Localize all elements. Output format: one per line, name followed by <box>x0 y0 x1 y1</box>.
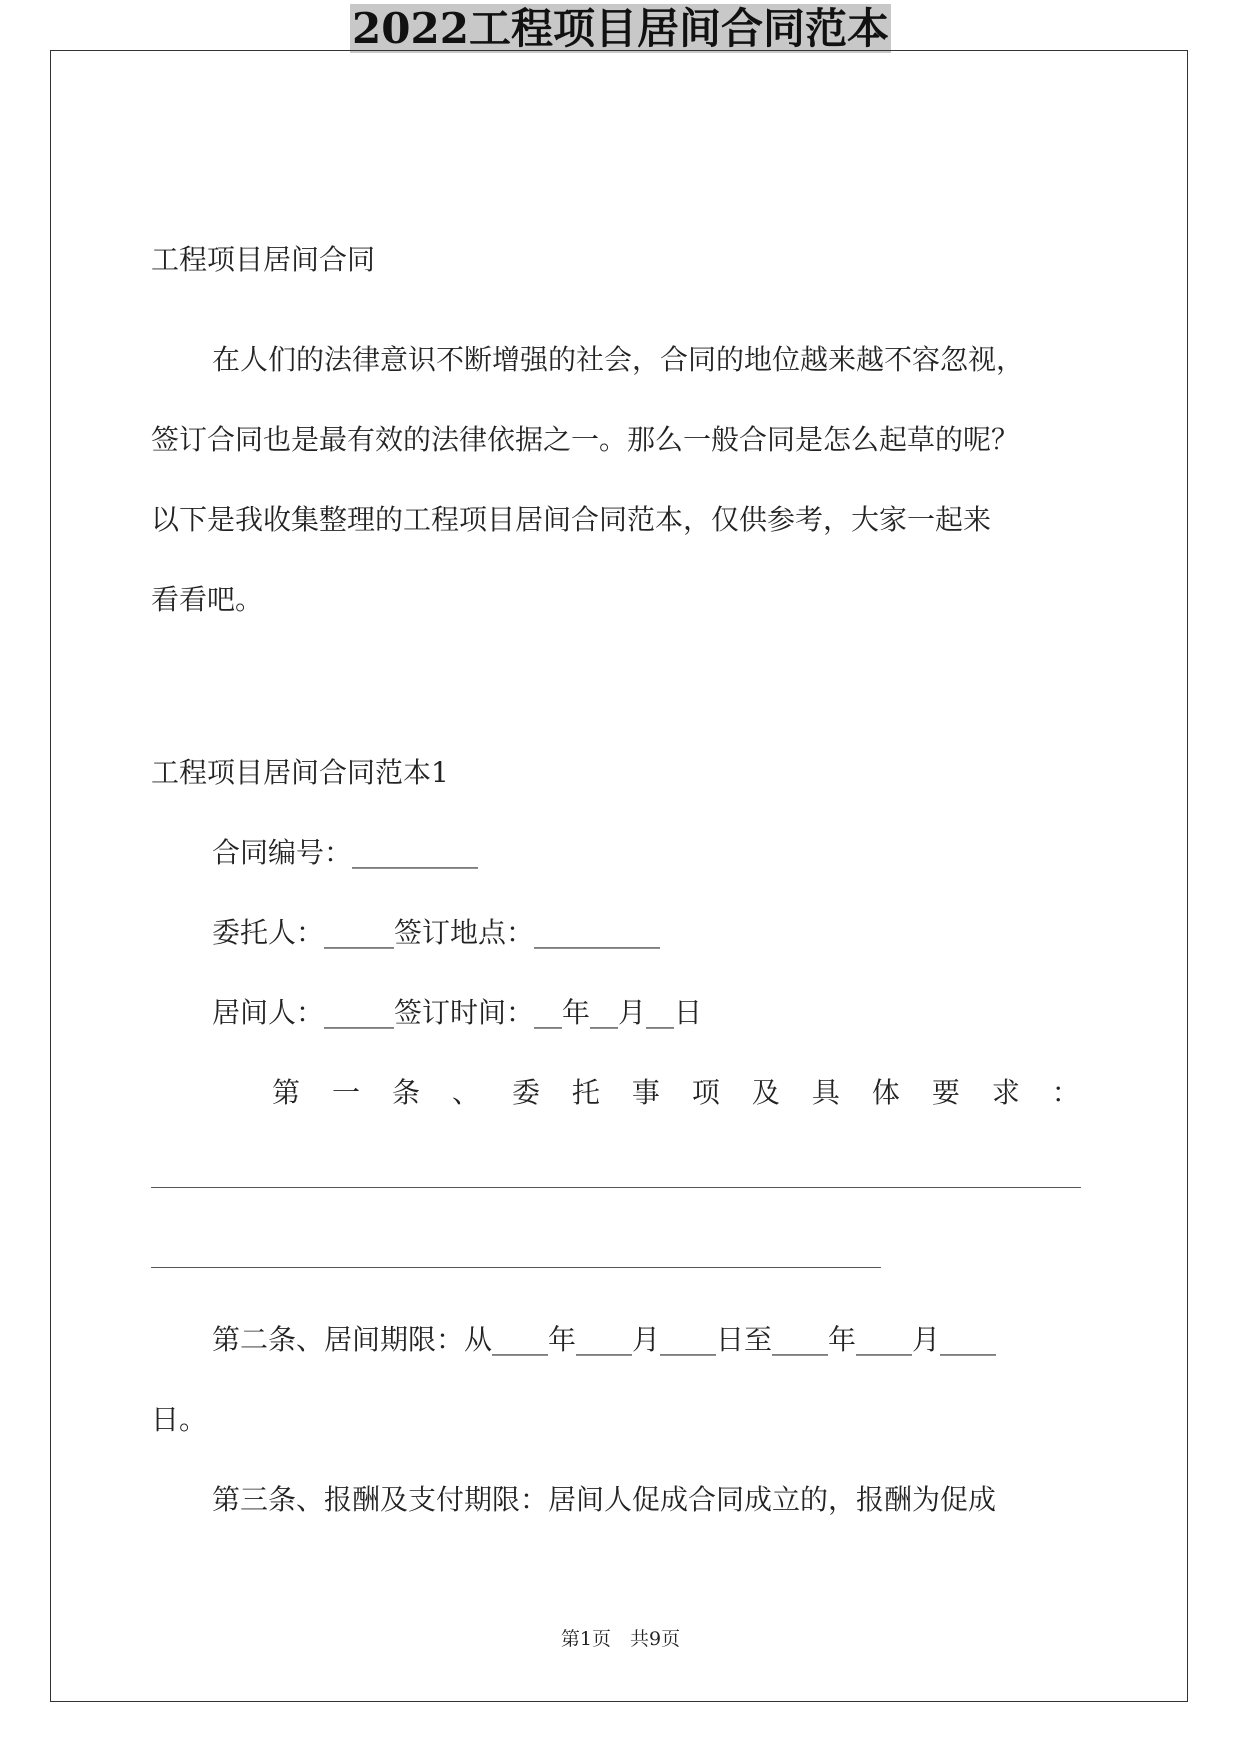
article-1-char: 求 <box>991 1076 1020 1109</box>
article-1-char: 要 <box>931 1076 960 1109</box>
article-1-char: 一 <box>331 1076 360 1109</box>
article-1-char: 具 <box>811 1076 840 1109</box>
article-1-char: ： <box>1051 1076 1080 1109</box>
article-2-line-1: 第二条、居间期限：从____年____月____日至____年____月____ <box>212 1323 997 1356</box>
client-place-field: 委托人：_____签订地点：_________ <box>212 916 661 949</box>
article-3-line-1: 第三条、报酬及支付期限：居间人促成合同成立的，报酬为促成 <box>212 1483 997 1516</box>
article-1-char: 委 <box>511 1076 540 1109</box>
article-2-line-2: 日。 <box>151 1403 208 1436</box>
intro-line-4: 看看吧。 <box>151 583 264 616</box>
article-1-char: 事 <box>631 1076 660 1109</box>
intro-line-2: 签订合同也是最有效的法律依据之一。那么一般合同是怎么起草的呢？ <box>151 423 1020 456</box>
article-1-char: 托 <box>571 1076 600 1109</box>
article-1-char: 体 <box>871 1076 900 1109</box>
section-heading: 工程项目居间合同 <box>151 243 376 276</box>
article-1-char: 项 <box>691 1076 720 1109</box>
page-border <box>50 50 1188 1702</box>
intro-line-3: 以下是我收集整理的工程项目居间合同范本，仅供参考，大家一起来 <box>151 503 992 536</box>
article-1-char: 第 <box>272 1076 301 1109</box>
intro-line-1: 在人们的法律意识不断增强的社会，合同的地位越来越不容忽视， <box>212 343 1025 376</box>
article-1-heading <box>272 1073 1080 1113</box>
article-1-char: 条 <box>391 1076 420 1109</box>
blank-line-1 <box>151 1187 1081 1188</box>
template-heading: 工程项目居间合同范本1 <box>151 756 449 789</box>
contract-number-field: 合同编号：_________ <box>212 836 479 869</box>
page-footer: 第1页 共9页 <box>560 1628 681 1650</box>
document-title: 2022工程项目居间合同范本 <box>352 4 889 53</box>
blank-line-2 <box>151 1267 881 1268</box>
article-1-char: 及 <box>751 1076 780 1109</box>
broker-time-field: 居间人：_____签订时间：__年__月__日 <box>212 996 703 1029</box>
article-1-char: 、 <box>451 1076 480 1109</box>
